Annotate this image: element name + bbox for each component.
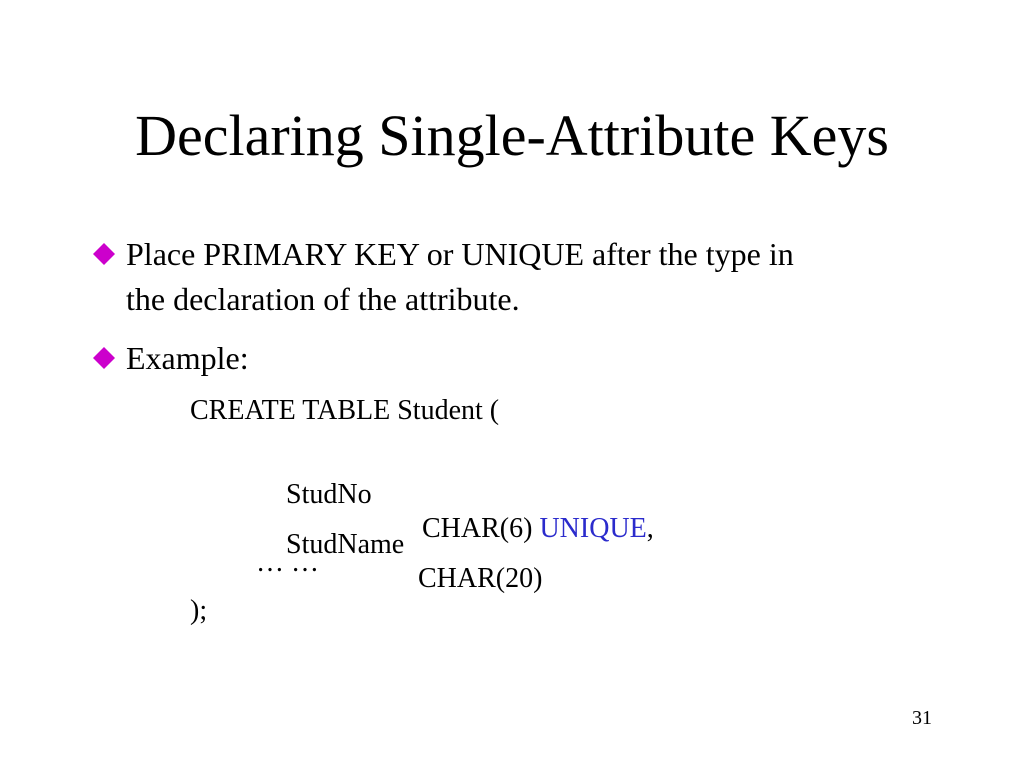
diamond-icon bbox=[92, 242, 116, 266]
bullet-text-2: Example: bbox=[126, 340, 249, 376]
bullet-item-1 bbox=[92, 232, 972, 322]
unique-keyword: UNIQUE bbox=[539, 513, 647, 544]
page-number: 31 bbox=[912, 707, 932, 729]
bullet-text-1b: the declaration of the attribute. bbox=[126, 281, 520, 317]
slide-title: Declaring Single-Attribute Keys bbox=[135, 103, 889, 168]
bullet-text-1a: Place PRIMARY KEY or UNIQUE after the type in bbox=[126, 236, 794, 272]
code-line-create: CREATE TABLE Student ( bbox=[190, 395, 500, 426]
code-comma: , bbox=[646, 513, 654, 544]
diamond-icon bbox=[92, 346, 116, 370]
bullet-item-2 bbox=[92, 336, 972, 381]
code-ellipsis: … … bbox=[256, 547, 319, 578]
code-column-name: StudName bbox=[286, 529, 405, 560]
code-column-name: StudNo bbox=[286, 479, 372, 510]
code-column-type: CHAR(6) UNIQUE, bbox=[422, 513, 654, 544]
code-line-closing: ); bbox=[190, 595, 208, 626]
code-column-type: CHAR(20) bbox=[418, 563, 543, 594]
